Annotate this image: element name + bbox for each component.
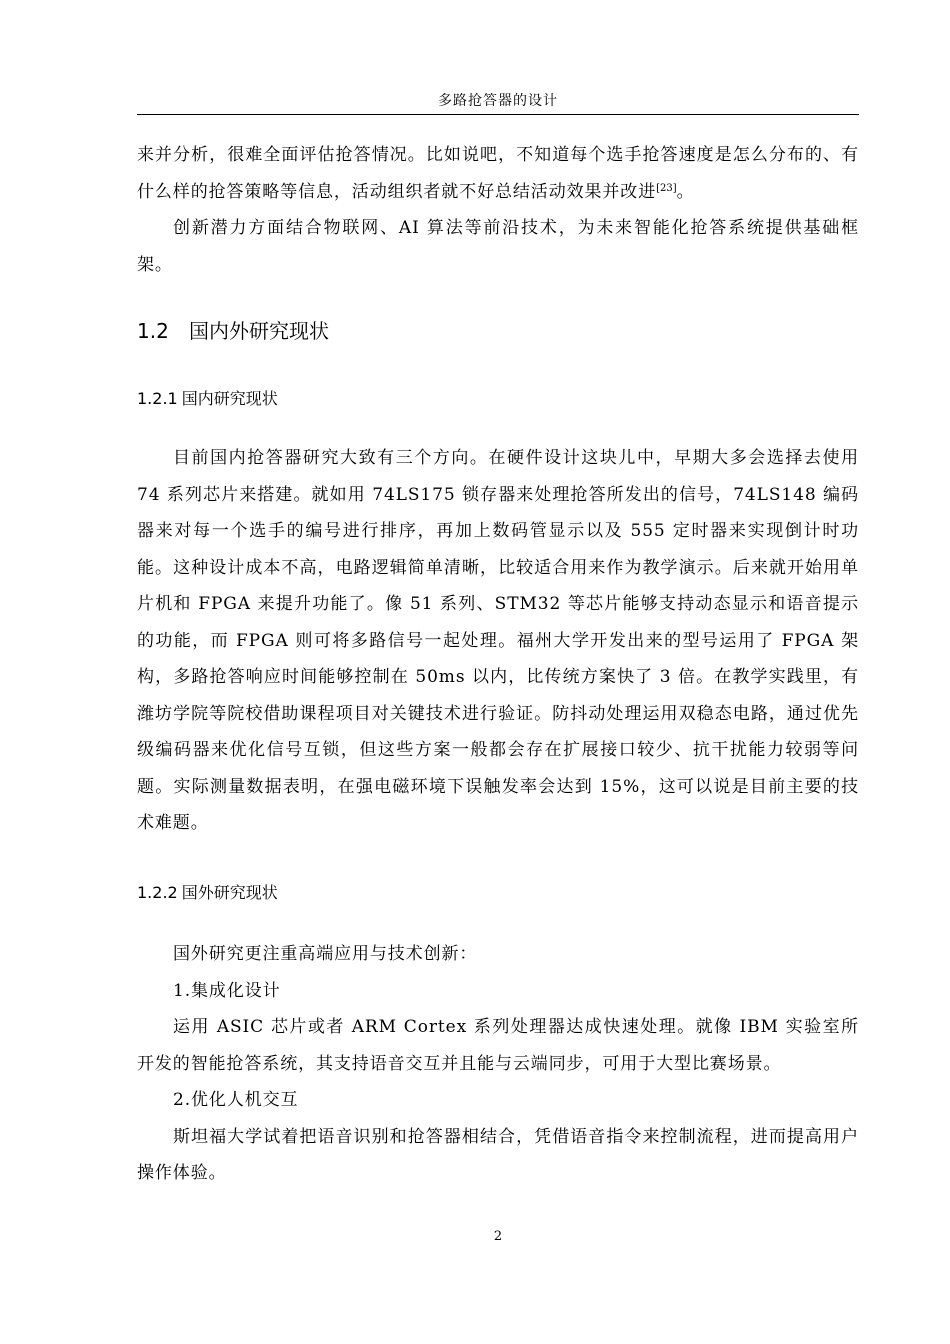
intro-paragraph-2: 创新潜力方面结合物联网、AI 算法等前沿技术，为未来智能化抢答系统提供基础框架。	[137, 218, 859, 275]
page-number: 2	[493, 1229, 503, 1244]
intro-block	[137, 137, 859, 283]
header-divider	[137, 114, 859, 115]
subsection-heading-1-2-1	[137, 384, 278, 414]
subsection-heading-1-2-2	[137, 878, 278, 908]
list-item-2-title: 2.优化人机交互	[173, 1090, 299, 1110]
subsection-number: 1.2.1	[137, 389, 178, 408]
citation-23: [23]	[656, 182, 677, 194]
running-header: 多路抢答器的设计	[438, 93, 558, 109]
list-item-2-text: 斯坦福大学试着把语音识别和抢答器相结合，凭借语音指令来控制流程，进而提高用户操作体验。	[137, 1126, 859, 1183]
subsection-title: 国内研究现状	[181, 389, 278, 408]
domestic-research-paragraph: 目前国内抢答器研究大致有三个方向。在硬件设计这块儿中，早期大多会选择去使用 74 系列芯片来搭建。就如用 74LS175 锁存器来处理抢答所发出的信号，74LS148 编码器来对每一个选手的编号进行排序，再加上数码管显示以及 555 定时器来实现倒计时功能。这种设计成本不高，电路逻辑简单清晰，比较适合用来作为教学演示。后来就开始用单片机和 FPGA 来提升功能了。像 51 系列、STM32 等芯片能够支持动态显示和语音提示的功能，而 FPGA 则可将多路信号一起处理。福州大学开发出来的型号运用了 FPGA 架构，多路抢答响应时间能够控制在 50ms 以内，比传统方案快了 3 倍。在教学实践里，有潍坊学院等院校借助课程项目对关键技术进行验证。防抖动处理运用双稳态电路，通过优先级编码器来优化信号互锁，但这些方案一般都会存在扩展接口较少、抗干扰能力较弱等问题。实际测量数据表明，在强电磁环境下误触发率会达到 15%，这可以说是目前主要的技术难题。	[137, 448, 859, 833]
subsection-number: 1.2.2	[137, 883, 178, 902]
intro-paragraph-1	[137, 137, 859, 210]
domestic-research-block	[137, 440, 859, 842]
intro-paragraph-1-end: 。	[676, 181, 695, 202]
section-title: 国内外研究现状	[189, 319, 329, 343]
list-item-1-text: 运用 ASIC 芯片或者 ARM Cortex 系列处理器达成快速处理。就像 IBM 实验室所开发的智能抢答系统，其支持语音交互并且能与云端同步，可用于大型比赛场景。	[137, 1017, 859, 1074]
subsection-title: 国外研究现状	[181, 883, 278, 902]
intro-paragraph-1-text: 来并分析，很难全面评估抢答情况。比如说吧，不知道每个选手抢答速度是怎么分布的、有什么样的抢答策略等信息，活动组织者就不好总结活动效果并改进	[137, 145, 859, 202]
foreign-research-block	[137, 936, 859, 1192]
section-heading-1-2	[137, 313, 329, 349]
list-item-1-title: 1.集成化设计	[173, 980, 281, 1001]
section-number: 1.2	[137, 319, 169, 343]
foreign-research-intro: 国外研究更注重高端应用与技术创新：	[173, 944, 478, 964]
